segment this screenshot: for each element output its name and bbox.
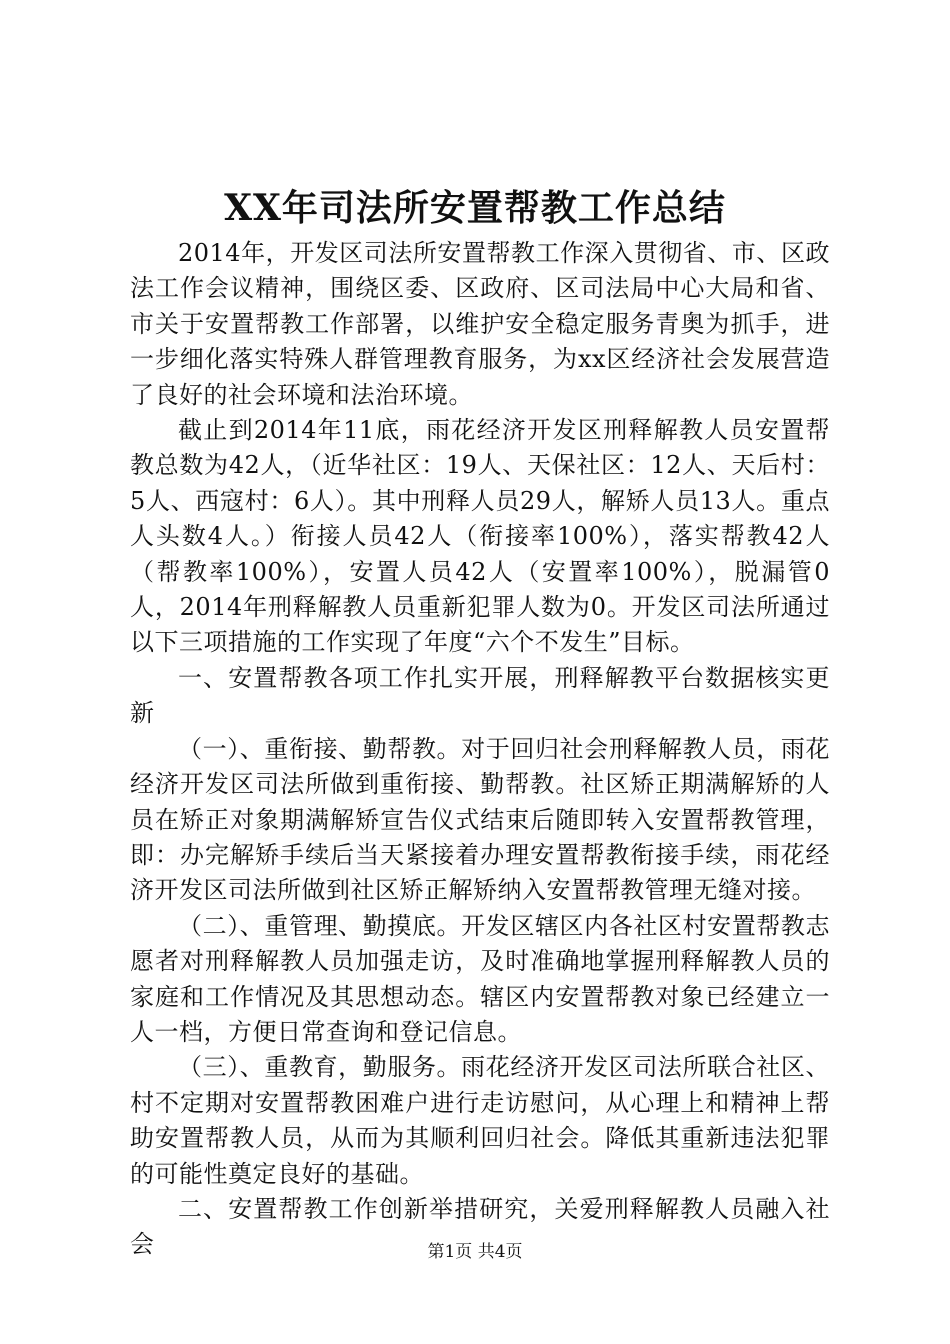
paragraph-intro: 2014年，开发区司法所安置帮教工作深入贯彻省、市、区政法工作会议精神，围绕区委、区政府、区司法局中心大局和省、市关于安置帮教工作部署，以维护安全稳定服务青奥为抓手，进一步细化落实特殊人群管理教育服务，为xx区经济社会发展营造了良好的社会环境和法治环境。: [130, 239, 830, 409]
paragraph-subsection-1: （一）、重衔接、勤帮教。对于回归社会刑释解教人员，雨花经济开发区司法所做到重衔接、勤帮教。社区矫正期满解矫的人员在矫正对象期满解矫宣告仪式结束后随即转入安置帮教管理，即：办完解矫手续后当天紧接着办理安置帮教衔接手续，雨花经济开发区司法所做到社区矫正解矫纳入安置帮教管理无缝对接。: [130, 734, 830, 905]
document-body: [130, 236, 830, 1263]
section-heading-2: 二、安置帮教工作创新举措研究，关爱刑释解教人员融入社会: [130, 1194, 830, 1259]
page-footer: 第1页 共4页: [427, 1242, 523, 1262]
paragraph-subsection-2: （二）、重管理、勤摸底。开发区辖区内各社区村安置帮教志愿者对刑释解教人员加强走访，及时准确地掌握刑释解教人员的家庭和工作情况及其思想动态。辖区内安置帮教对象已经建立一人一档，方便日常查询和登记信息。: [130, 911, 830, 1046]
paragraph-statistics: 截止到2014年11底，雨花经济开发区刑释解教人员安置帮教总数为42人，（近华社区：19人、天保社区：12人、天后村：5人、西寇村：6人）。其中刑释人员29人，解矫人员13人。重点人头数4人。）衔接人员42人（衔接率100%），落实帮教42人（帮教率100%），安置人员42人（安置率100%），脱漏管0人，2014年刑释解教人员重新犯罪人数为0。开发区司法所通过以下三项措施的工作实现了年度“六个不发生”目标。: [130, 416, 830, 657]
section-heading-1: 一、安置帮教各项工作扎实开展，刑释解教平台数据核实更新: [130, 663, 830, 728]
document-title: XX年司法所安置帮教工作总结: [224, 187, 726, 229]
paragraph-subsection-3: （三）、重教育，勤服务。雨花经济开发区司法所联合社区、村不定期对安置帮教困难户进行走访慰问，从心理上和精神上帮助安置帮教人员，从而为其顺利回归社会。降低其重新违法犯罪的可能性奠定良好的基础。: [130, 1053, 830, 1188]
